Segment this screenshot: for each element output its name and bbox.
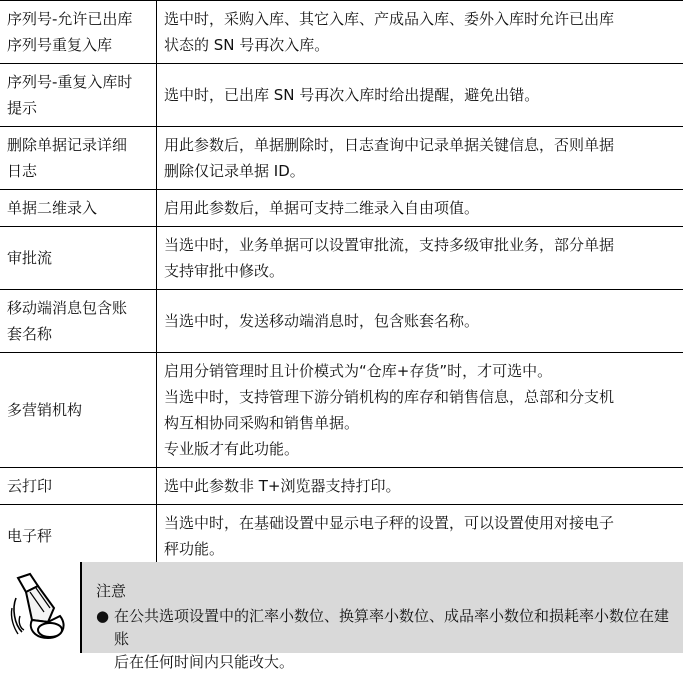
parameter-name	[0, 64, 157, 127]
parameter-description	[157, 227, 683, 290]
parameter-description-line: 当选中时，在基础设置中显示电子秤的设置，可以设置使用对接电子	[164, 510, 676, 536]
parameter-name-line: 审批流	[7, 245, 149, 271]
parameter-name	[0, 353, 157, 468]
parameter-name	[0, 1, 157, 64]
parameter-description	[157, 505, 683, 568]
parameter-description	[157, 290, 683, 353]
parameter-name-line: 多营销机构	[7, 397, 149, 423]
parameter-description-line: 专业版才有此功能。	[164, 436, 676, 462]
parameter-name	[0, 127, 157, 190]
parameter-name-line: 套名称	[7, 321, 149, 347]
parameter-name-line: 序列号-允许已出库	[7, 6, 149, 32]
table-row	[0, 227, 683, 290]
parameter-description-line: 选中时，已出库 SN 号再次入库时给出提醒，避免出错。	[164, 82, 676, 108]
parameter-description	[157, 1, 683, 64]
parameter-name	[0, 227, 157, 290]
parameter-name-line: 电子秤	[7, 523, 149, 549]
parameter-description-line: 当选中时，业务单据可以设置审批流，支持多级审批业务，部分单据	[164, 232, 676, 258]
parameter-description-line: 启用分销管理时且计价模式为“仓库+存货”时，才可选中。	[164, 358, 676, 384]
table-row	[0, 1, 683, 64]
parameter-description-line: 当选中时，支持管理下游分销机构的库存和销售信息，总部和分支机	[164, 384, 676, 410]
parameter-description-line: 用此参数后，单据删除时，日志查询中记录单据关键信息，否则单据	[164, 132, 676, 158]
note-divider	[80, 562, 82, 653]
table-row	[0, 290, 683, 353]
note-line-2: 后在任何时间内只能改大。	[96, 651, 676, 674]
parameter-description	[157, 468, 683, 505]
note-box	[0, 562, 683, 653]
table-row	[0, 127, 683, 190]
parameter-name-line: 提示	[7, 95, 149, 121]
parameter-name-line: 序列号重复入库	[7, 32, 149, 58]
parameter-description-line: 删除仅记录单据 ID。	[164, 158, 676, 184]
parameter-name-line: 单据二维录入	[7, 195, 149, 221]
table-row	[0, 353, 683, 468]
parameter-name	[0, 190, 157, 227]
parameter-name-line: 云打印	[7, 473, 149, 499]
table-row	[0, 190, 683, 227]
parameter-description-line: 启用此参数后，单据可支持二维录入自由项值。	[164, 195, 676, 221]
note-icon-panel	[0, 562, 80, 653]
parameter-description-line: 状态的 SN 号再次入库。	[164, 32, 676, 58]
parameter-description	[157, 127, 683, 190]
note-body	[96, 605, 676, 674]
parameter-description-line: 支持审批中修改。	[164, 258, 676, 284]
table-row	[0, 64, 683, 127]
parameter-description	[157, 353, 683, 468]
parameter-name	[0, 290, 157, 353]
parameter-description-line: 当选中时，发送移动端消息时，包含账套名称。	[164, 308, 676, 334]
note-title: 注意	[96, 580, 126, 601]
parameter-name-line: 移动端消息包含账	[7, 295, 149, 321]
parameter-name-line: 序列号-重复入库时	[7, 69, 149, 95]
table-row	[0, 505, 683, 568]
parameter-name-line: 删除单据记录详细	[7, 132, 149, 158]
table-row	[0, 468, 683, 505]
parameter-description	[157, 190, 683, 227]
parameter-description-line: 构互相协同采购和销售单据。	[164, 410, 676, 436]
parameter-name	[0, 468, 157, 505]
parameter-description-line: 选中时，采购入库、其它入库、产成品入库、委外入库时允许已出库	[164, 6, 676, 32]
note-line-1: 在公共选项设置中的汇率小数位、换算率小数位、成品率小数位和损耗率小数位在建账	[96, 605, 676, 651]
bullet-icon: ●	[96, 605, 109, 628]
parameter-name	[0, 505, 157, 568]
parameter-description-line: 秤功能。	[164, 536, 676, 562]
parameter-description-line: 选中此参数非 T+浏览器支持打印。	[164, 473, 676, 499]
parameter-name-line: 日志	[7, 158, 149, 184]
bell-icon	[8, 568, 74, 646]
parameter-description	[157, 64, 683, 127]
